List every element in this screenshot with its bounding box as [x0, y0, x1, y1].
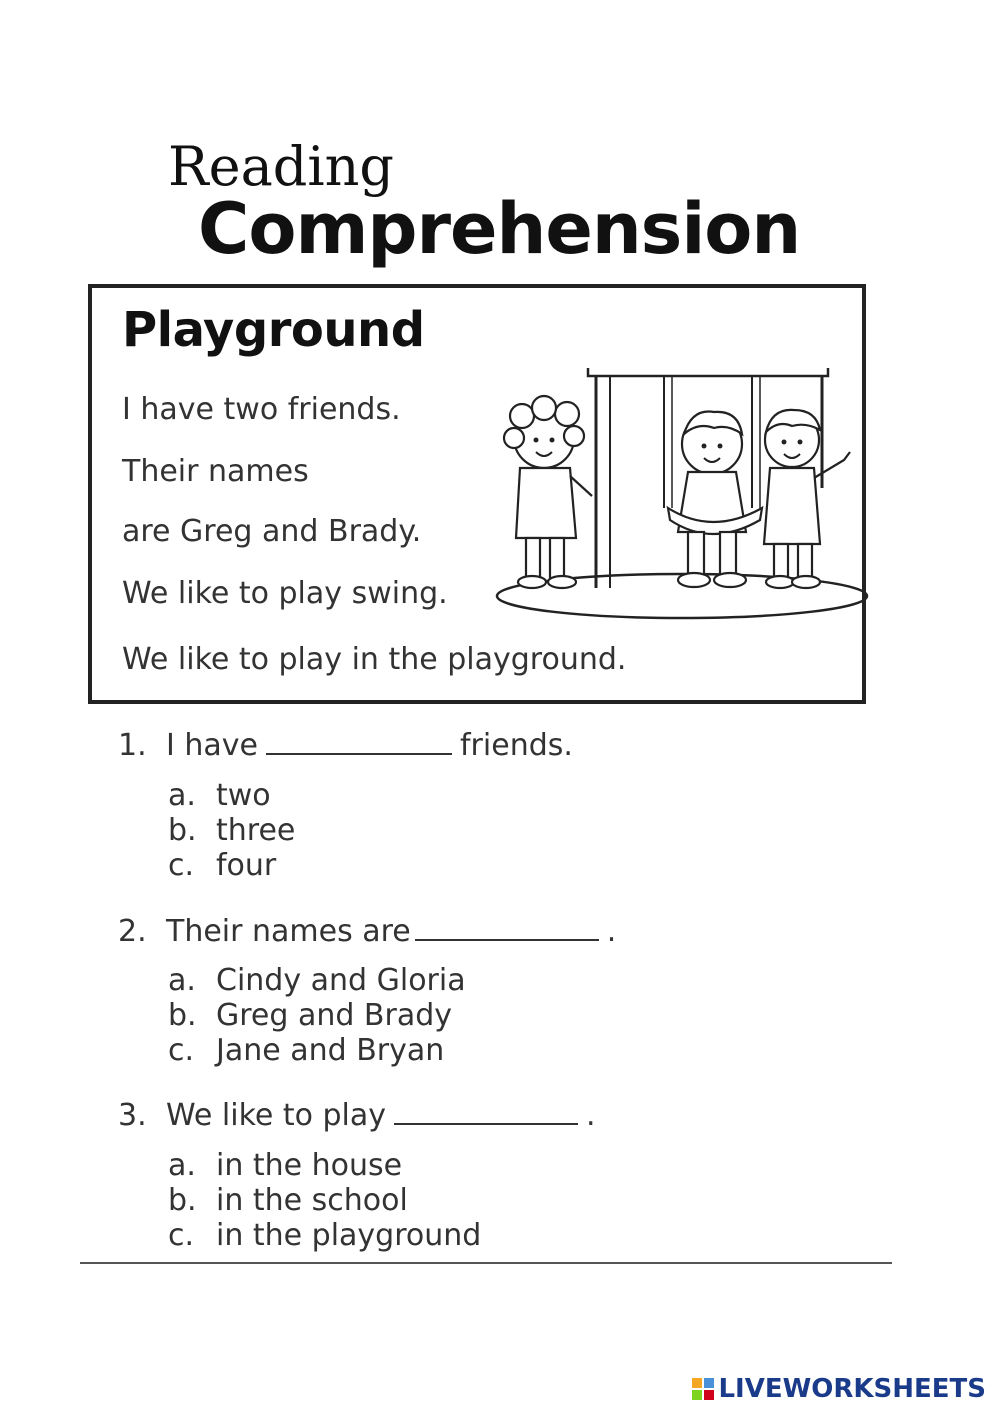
- option-letter: a.: [168, 963, 196, 998]
- question-1: [118, 728, 573, 763]
- option-b[interactable]: [168, 813, 295, 849]
- question-text-before: We like to play: [166, 1098, 387, 1133]
- question-2: [118, 914, 616, 949]
- liveworksheets-logo: [692, 1374, 986, 1404]
- option-letter: a.: [168, 1148, 196, 1183]
- bottom-divider: [80, 1262, 892, 1264]
- option-c[interactable]: [168, 1033, 444, 1069]
- option-letter: b.: [168, 1183, 197, 1218]
- option-c[interactable]: [168, 848, 276, 884]
- question-text-after: friends.: [460, 728, 573, 763]
- story-box: [88, 284, 866, 704]
- answer-blank[interactable]: [415, 919, 599, 941]
- option-letter: c.: [168, 848, 195, 883]
- story-line: I have two friends.: [122, 392, 401, 427]
- option-b[interactable]: [168, 998, 452, 1034]
- option-b[interactable]: [168, 1183, 408, 1219]
- option-text: two: [216, 778, 271, 813]
- option-text: in the playground: [216, 1218, 482, 1253]
- option-a[interactable]: [168, 778, 271, 814]
- question-text-before: I have: [166, 728, 258, 763]
- option-text: in the house: [216, 1148, 403, 1183]
- option-letter: c.: [168, 1218, 195, 1253]
- story-line: Their names: [122, 454, 309, 489]
- option-a[interactable]: [168, 1148, 402, 1184]
- brand-name: LIVEWORKSHEETS: [718, 1374, 986, 1404]
- option-letter: a.: [168, 778, 196, 813]
- question-text-before: Their names are: [166, 914, 411, 949]
- question-number: 2.: [118, 914, 147, 949]
- option-text: Cindy and Gloria: [216, 963, 466, 998]
- story-title: Playground: [122, 302, 425, 358]
- question-number: 3.: [118, 1098, 147, 1133]
- liveworksheets-icon: [692, 1378, 714, 1400]
- option-text: four: [216, 848, 277, 883]
- question-text-after: .: [606, 914, 617, 949]
- story-line: are Greg and Brady.: [122, 514, 422, 549]
- option-letter: b.: [168, 813, 197, 848]
- option-letter: b.: [168, 998, 197, 1033]
- option-text: Greg and Brady: [216, 998, 453, 1033]
- question-3: [118, 1098, 596, 1133]
- option-c[interactable]: [168, 1218, 481, 1254]
- option-a[interactable]: [168, 963, 466, 999]
- story-line: We like to play swing.: [122, 576, 448, 611]
- option-text: in the school: [216, 1183, 408, 1218]
- option-text: Jane and Bryan: [216, 1033, 445, 1068]
- answer-blank[interactable]: [266, 733, 452, 755]
- option-text: three: [216, 813, 296, 848]
- story-line: We like to play in the playground.: [122, 642, 627, 677]
- title-comprehension: Comprehension: [198, 188, 801, 270]
- question-number: 1.: [118, 728, 147, 763]
- answer-blank[interactable]: [394, 1103, 578, 1125]
- playground-swing-illustration: [492, 368, 872, 628]
- title-reading: Reading: [168, 135, 394, 198]
- option-letter: c.: [168, 1033, 195, 1068]
- question-text-after: .: [586, 1098, 596, 1133]
